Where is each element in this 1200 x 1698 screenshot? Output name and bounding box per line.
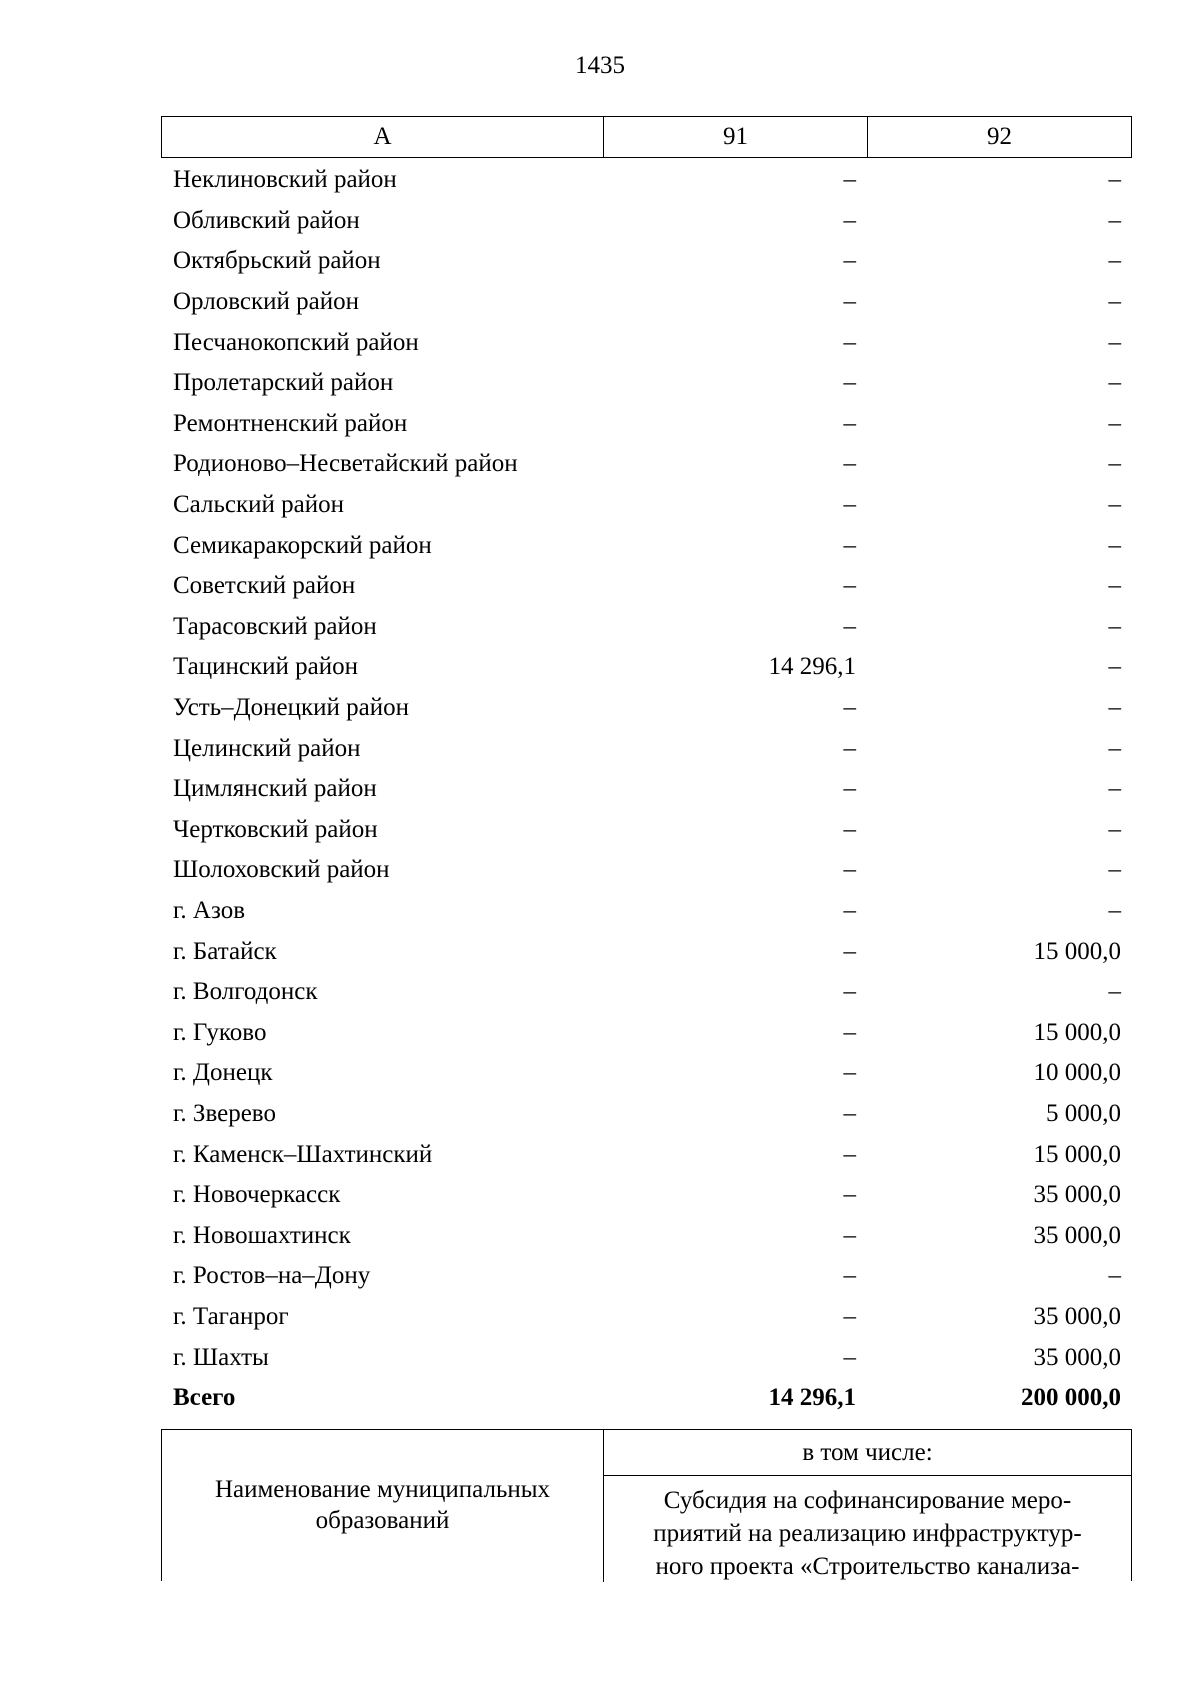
table-row (161, 525, 1132, 566)
value-92: 35 000,0 (1033, 1181, 1121, 1209)
row-name: Ремонтненский район (173, 409, 408, 437)
value-91: – (843, 1140, 856, 1168)
value-91: – (843, 1262, 856, 1290)
value-91: – (843, 815, 856, 843)
table-row (161, 282, 1132, 323)
row-name: Песчанокопский район (173, 328, 419, 356)
value-92: – (1108, 206, 1121, 234)
column-header-92: 92 (987, 123, 1012, 150)
value-91: – (843, 612, 856, 640)
row-name: г. Новочеркасск (173, 1181, 341, 1209)
value-91: 14 296,1 (768, 1384, 856, 1412)
table-body (161, 160, 1132, 1418)
value-91: – (843, 734, 856, 762)
row-name: Тацинский район (173, 653, 358, 681)
value-92: 15 000,0 (1033, 1140, 1121, 1168)
table-row (161, 891, 1132, 932)
value-92: – (1108, 328, 1121, 356)
subsidy-line: приятий на реализацию инфраструктур- (653, 1520, 1082, 1547)
table-row (161, 1053, 1132, 1094)
value-91: – (843, 1059, 856, 1087)
table-row (161, 1134, 1132, 1175)
value-92: 35 000,0 (1033, 1302, 1121, 1330)
value-92: 35 000,0 (1033, 1343, 1121, 1371)
value-92: 5 000,0 (1046, 1099, 1121, 1127)
row-name: Всего (173, 1384, 236, 1412)
value-91: – (843, 491, 856, 519)
value-91: – (843, 978, 856, 1006)
value-92: – (1108, 369, 1121, 397)
value-92: 15 000,0 (1033, 1018, 1121, 1046)
table-row (161, 322, 1132, 363)
table-row (161, 688, 1132, 729)
row-name: Октябрьский район (173, 247, 381, 275)
column-header-a: А (162, 117, 604, 157)
value-92: – (1108, 896, 1121, 924)
value-91: – (843, 896, 856, 924)
row-name: Тарасовский район (173, 612, 377, 640)
table-row (161, 363, 1132, 404)
row-name: Сальский район (173, 491, 344, 519)
value-91: – (843, 409, 856, 437)
subsidy-header (604, 1476, 1131, 1581)
value-91: 14 296,1 (768, 653, 856, 681)
value-92: 15 000,0 (1033, 937, 1121, 965)
subsidy-line: ного проекта «Строительство канализа- (655, 1553, 1080, 1580)
table-row (161, 160, 1132, 201)
value-92: – (1108, 531, 1121, 559)
value-91: – (843, 937, 856, 965)
value-92: 200 000,0 (1021, 1384, 1121, 1412)
value-91: – (843, 1099, 856, 1127)
value-91: – (843, 450, 856, 478)
value-92: 35 000,0 (1033, 1221, 1121, 1249)
value-91: – (843, 1343, 856, 1371)
row-name: Целинский район (173, 734, 361, 762)
table-row (161, 241, 1132, 282)
row-name: г. Батайск (173, 937, 277, 965)
value-91: – (843, 369, 856, 397)
value-92: – (1108, 572, 1121, 600)
value-92: – (1108, 166, 1121, 194)
row-name: Чертковский район (173, 815, 378, 843)
page-number: 1435 (575, 52, 625, 79)
value-92: – (1108, 450, 1121, 478)
value-91: – (843, 531, 856, 559)
value-91: – (843, 1181, 856, 1209)
row-name: г. Ростов–на–Дону (173, 1262, 371, 1290)
row-name: Пролетарский район (173, 369, 394, 397)
row-name: г. Гуково (173, 1018, 267, 1046)
table-row (161, 1215, 1132, 1256)
value-91: – (843, 166, 856, 194)
table-row (161, 850, 1132, 891)
value-92: – (1108, 775, 1121, 803)
value-91: – (843, 1018, 856, 1046)
table-row (161, 647, 1132, 688)
value-91: – (843, 1302, 856, 1330)
value-92: – (1108, 1262, 1121, 1290)
row-name: Семикаракорский район (173, 531, 432, 559)
table-row (161, 566, 1132, 607)
row-name: Советский район (173, 572, 356, 600)
row-name: Шолоховский район (173, 856, 390, 884)
value-92: – (1108, 653, 1121, 681)
value-91: – (843, 1221, 856, 1249)
table-row (161, 404, 1132, 445)
value-92: – (1108, 856, 1121, 884)
row-name: Орловский район (173, 288, 359, 316)
table-row (161, 931, 1132, 972)
column-header-91: 91 (604, 117, 868, 157)
value-91: – (843, 856, 856, 884)
table-row (161, 1175, 1132, 1216)
row-name: г. Зверево (173, 1099, 276, 1127)
value-92: – (1108, 694, 1121, 722)
value-92: – (1108, 409, 1121, 437)
value-92: – (1108, 288, 1121, 316)
table-row (161, 201, 1132, 242)
table-row (161, 485, 1132, 526)
row-name: Неклиновский район (173, 166, 397, 194)
row-name: г. Новошахтинск (173, 1221, 351, 1249)
value-91: – (843, 694, 856, 722)
table-row (161, 1297, 1132, 1338)
table-row (161, 769, 1132, 810)
row-name: Цимлянский район (173, 775, 377, 803)
row-name: Обливский район (173, 206, 360, 234)
value-91: – (843, 288, 856, 316)
value-91: – (843, 328, 856, 356)
row-name: г. Донецк (173, 1059, 273, 1087)
subsidy-line: Субсидия на софинансирование меро- (663, 1487, 1072, 1514)
table-row (161, 1337, 1132, 1378)
value-91: – (843, 572, 856, 600)
table-row (161, 810, 1132, 851)
table-row (161, 607, 1132, 648)
table-row (161, 1094, 1132, 1135)
table-header (161, 116, 1132, 158)
row-name: г. Азов (173, 896, 246, 924)
value-91: – (843, 775, 856, 803)
municipalities-header: Наименование муниципальных образований (162, 1430, 604, 1582)
value-92: – (1108, 247, 1121, 275)
continuation-table-header (161, 1429, 1132, 1581)
row-name: г. Таганрог (173, 1302, 289, 1330)
value-91: – (843, 247, 856, 275)
row-name: г. Каменск–Шахтинский (173, 1140, 433, 1168)
value-92: – (1108, 978, 1121, 1006)
value-92: – (1108, 734, 1121, 762)
row-name: г. Волгодонск (173, 978, 318, 1006)
row-name: г. Шахты (173, 1343, 269, 1371)
value-92: – (1108, 612, 1121, 640)
table-row (161, 444, 1132, 485)
value-92: – (1108, 815, 1121, 843)
table-row (161, 1012, 1132, 1053)
row-name: Родионово–Несветайский район (173, 450, 518, 478)
total-row (161, 1378, 1132, 1419)
value-92: 10 000,0 (1033, 1059, 1121, 1087)
value-91: – (843, 206, 856, 234)
in-that-number-header: в том числе: (604, 1430, 1131, 1476)
value-92: – (1108, 491, 1121, 519)
table-row (161, 972, 1132, 1013)
table-row (161, 1256, 1132, 1297)
table-row (161, 728, 1132, 769)
row-name: Усть–Донецкий район (173, 694, 410, 722)
